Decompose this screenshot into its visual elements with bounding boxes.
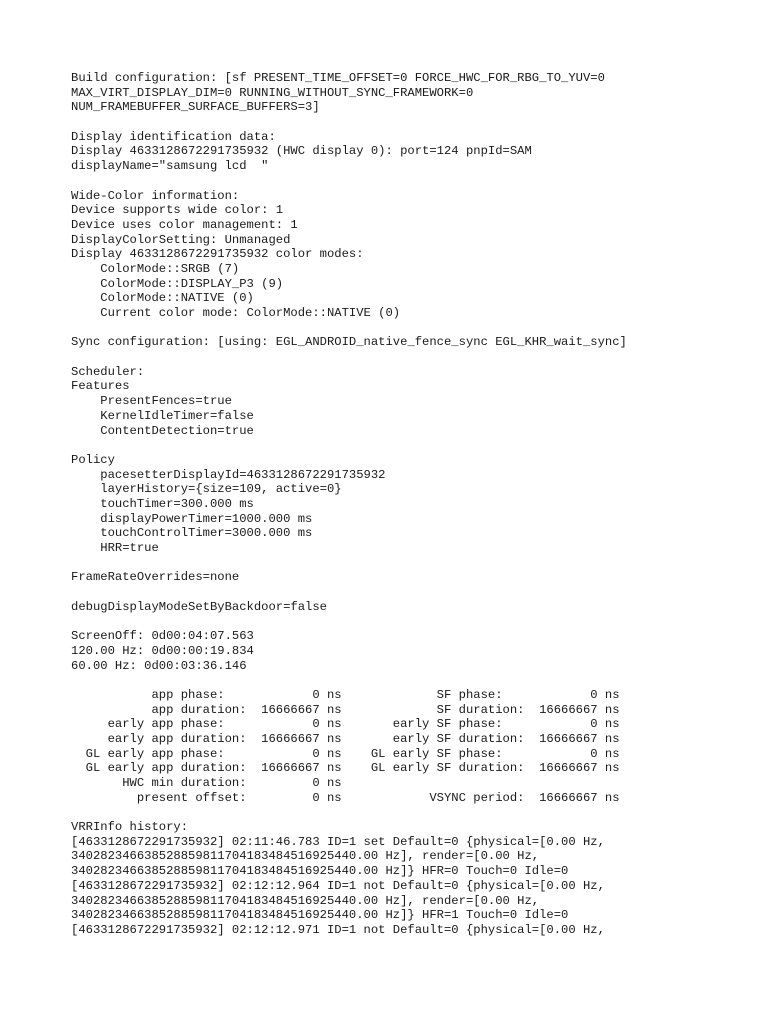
dump-line: Wide-Color information: (71, 188, 240, 203)
dump-line: app phase: 0 ns SF phase: 0 ns (71, 687, 620, 702)
dump-line: 340282346638528859811704183484516925440.00 Hz]} HFR=1 Touch=0 Idle=0 (71, 908, 569, 923)
dump-line: ColorMode::DISPLAY_P3 (9) (71, 276, 284, 291)
blank-line (71, 673, 761, 688)
dump-line: present offset: 0 ns VSYNC period: 16666667 ns (71, 790, 620, 805)
blank-line (71, 805, 761, 820)
dump-line: layerHistory={size=109, active=0} (71, 482, 342, 497)
dump-line: KernelIdleTimer=false (71, 408, 254, 423)
blank-line (71, 174, 761, 189)
blank-line (71, 321, 761, 336)
dump-line: ScreenOff: 0d00:04:07.563 (71, 629, 254, 644)
dump-line: ContentDetection=true (71, 423, 254, 438)
blank-line (71, 350, 761, 365)
dump-line: early app duration: 16666667 ns early SF duration: 16666667 ns (71, 731, 620, 746)
blank-line (71, 614, 761, 629)
dump-line: app duration: 16666667 ns SF duration: 16666667 ns (71, 702, 620, 717)
dump-line: Device uses color management: 1 (71, 217, 298, 232)
dump-line: 340282346638528859811704183484516925440.00 Hz], render=[0.00 Hz, (71, 849, 540, 864)
blank-line (71, 556, 761, 571)
dump-line: Sync configuration: [using: EGL_ANDROID_native_fence_sync EGL_KHR_wait_sync] (71, 335, 627, 350)
dump-line: Build configuration: [sf PRESENT_TIME_OFFSET=0 FORCE_HWC_FOR_RBG_TO_YUV=0 (71, 71, 605, 85)
dump-line: VRRInfo history: (71, 820, 189, 835)
blank-line (71, 585, 761, 600)
dump-line: 340282346638528859811704183484516925440.00 Hz], render=[0.00 Hz, (71, 893, 540, 908)
dump-line: [4633128672291735932] 02:12:12.971 ID=1 not Default=0 {physical=[0.00 Hz, (71, 922, 605, 937)
dump-line: Display 4633128672291735932 (HWC display 0): port=124 pnpId=SAM (71, 144, 532, 159)
surfaceflinger-dump-text (71, 71, 761, 938)
dump-line: ColorMode::NATIVE (0) (71, 291, 254, 306)
dump-line: Current color mode: ColorMode::NATIVE (0) (71, 306, 401, 320)
dump-line: Features (71, 379, 130, 394)
dump-line: touchControlTimer=3000.000 ms (71, 526, 313, 541)
dump-line: 120.00 Hz: 0d00:00:19.834 (71, 643, 254, 658)
dump-line: ColorMode::SRGB (7) (71, 261, 240, 276)
dump-line: touchTimer=300.000 ms (71, 496, 254, 511)
dump-line: HRR=true (71, 541, 159, 555)
dump-line: 340282346638528859811704183484516925440.00 Hz]} HFR=0 Touch=0 Idle=0 (71, 864, 569, 879)
dump-line: pacesetterDisplayId=4633128672291735932 (71, 467, 386, 482)
dump-line: debugDisplayModeSetByBackdoor=false (71, 599, 327, 614)
dump-line: DisplayColorSetting: Unmanaged (71, 232, 291, 247)
dump-line: GL early app duration: 16666667 ns GL early SF duration: 16666667 ns (71, 761, 620, 776)
dump-line: [4633128672291735932] 02:11:46.783 ID=1 set Default=0 {physical=[0.00 Hz, (71, 834, 605, 849)
dump-line: MAX_VIRT_DISPLAY_DIM=0 RUNNING_WITHOUT_SYNC_FRAMEWORK=0 (71, 85, 474, 100)
dump-line: HWC min duration: 0 ns (71, 776, 342, 790)
blank-line (71, 115, 761, 130)
dump-line: Display 4633128672291735932 color modes: (71, 247, 364, 262)
dump-line: NUM_FRAMEBUFFER_SURFACE_BUFFERS=3] (71, 100, 320, 115)
dump-line: FrameRateOverrides=none (71, 570, 240, 585)
dump-line: 60.00 Hz: 0d00:03:36.146 (71, 658, 247, 673)
dump-line: [4633128672291735932] 02:12:12.964 ID=1 not Default=0 {physical=[0.00 Hz, (71, 878, 605, 893)
dump-line: early app phase: 0 ns early SF phase: 0 ns (71, 717, 620, 732)
dump-line: PresentFences=true (71, 394, 232, 409)
blank-line (71, 438, 761, 453)
dump-line: displayPowerTimer=1000.000 ms (71, 511, 313, 526)
dump-line: Display identification data: (71, 129, 276, 144)
dump-line: Device supports wide color: 1 (71, 203, 284, 218)
dump-line: Scheduler: (71, 364, 145, 379)
dump-line: displayName="samsung lcd " (71, 159, 269, 174)
dump-line: GL early app phase: 0 ns GL early SF phase: 0 ns (71, 746, 620, 761)
dump-line: Policy (71, 452, 115, 467)
